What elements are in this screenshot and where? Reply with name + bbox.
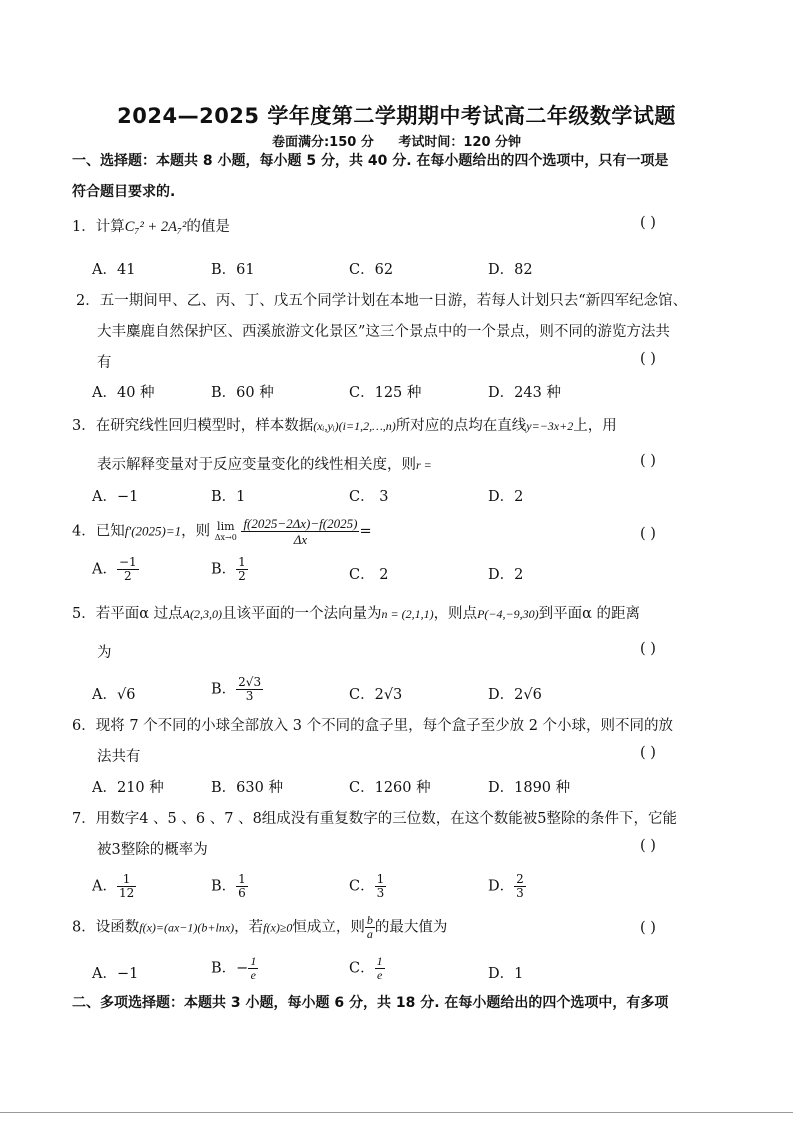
answer-paren: ( )	[640, 351, 656, 367]
q1-option-b: B．61	[211, 262, 255, 278]
q7-option-b: B． $\frac{1}{6}$	[211, 872, 246, 900]
question-5: 5．若平面α 过点A(2,3,0)且该平面的一个法向量为n = (2,1,1)，则点P(−4,−9,30)到平面α 的距离	[72, 606, 640, 622]
question-3-line2: 表示解释变量对于反应变量变化的线性相关度，则r =	[97, 457, 432, 473]
question-3: 3．在研究线性回归模型时，样本数据(xᵢ,yᵢ)(i=1,2,…,n)所对应的点均在直线y=−3x+2上，用	[72, 418, 617, 434]
answer-paren: ( )	[640, 745, 656, 761]
page-bottom-divider	[0, 1112, 793, 1113]
q1-option-d: D．82	[488, 262, 533, 278]
q7-option-d: D． $\frac{2}{3}$	[488, 872, 524, 900]
full-score: 卷面满分:150 分	[271, 135, 374, 150]
question-6-line2: 法共有	[97, 749, 141, 765]
q2-option-c: C．125 种	[349, 385, 422, 401]
q6-option-c: C．1260 种	[349, 780, 431, 796]
q3-option-c: C． 3	[349, 489, 389, 505]
q4-option-a: A． $\frac{-1}{2}$	[92, 555, 137, 583]
q3-option-d: D．2	[488, 489, 524, 505]
q4-option-d: D．2	[488, 567, 524, 583]
answer-paren: ( )	[640, 920, 656, 936]
q5-option-b: B． $\frac{2√3}{3}$	[211, 675, 262, 703]
question-8: 8．设函数f(x)=(ax−1)(b+lnx)，若f(x)≥0恒成立，则 $\frac{b}{a}$ 的最大值为	[72, 913, 448, 941]
question-7-line2: 被3整除的概率为	[97, 842, 208, 858]
q2-option-d: D．243 种	[488, 385, 561, 401]
question-2: 2．五一期间甲、乙、丙、丁、戊五个同学计划在本地一日游，若每人计划只去“新四军纪念馆、	[76, 293, 688, 309]
q3-option-b: B．1	[211, 489, 246, 505]
q6-option-a: A．210 种	[92, 780, 164, 796]
q8-option-b: B．− $\frac{1}{e}$	[211, 954, 257, 982]
exam-time: 考试时间：120 分钟	[398, 135, 522, 150]
q6-option-b: B．630 种	[211, 780, 283, 796]
q5-option-d: D．2√6	[488, 687, 542, 703]
question-6: 6．现将 7 个不同的小球全部放入 3 个不同的盒子里，每个盒子至少放 2 个小球，则不同的放	[72, 718, 674, 734]
q3-option-a: A．−1	[92, 489, 139, 505]
q2-option-a: A．40 种	[92, 385, 155, 401]
question-5-line2: 为	[97, 645, 112, 661]
q7-option-a: A． $\frac{1}{12}$	[92, 872, 135, 900]
answer-paren: ( )	[640, 526, 656, 542]
q8-option-d: D．1	[488, 966, 524, 982]
q8-option-c: C． $\frac{1}{e}$	[349, 954, 383, 982]
question-2-line2: 大丰麋鹿自然保护区、西溪旅游文化景区”这三个景点中的一个景点，则不同的游览方法共	[97, 324, 670, 340]
q8-option-a: A．−1	[92, 966, 139, 982]
q2-option-b: B．60 种	[211, 385, 274, 401]
q5-option-c: C．2√3	[349, 687, 403, 703]
q4-option-c: C． 2	[349, 567, 389, 583]
question-1: 1．计算C₇² + 2A₇²的值是	[72, 219, 230, 235]
q6-option-d: D．1890 种	[488, 780, 571, 796]
q1-option-a: A．41	[92, 262, 136, 278]
q7-option-c: C． $\frac{1}{3}$	[349, 872, 385, 900]
answer-paren: ( )	[640, 641, 656, 657]
q4-option-b: B． $\frac{1}{2}$	[211, 555, 246, 583]
answer-paren: ( )	[640, 453, 656, 469]
question-4: 4．已知f′(2025)=1，则 lim Δx→0 $\frac{f(2025-2\Delta x)-f(2025)}{\Delta x}$ =	[72, 516, 372, 547]
section-2-heading: 二、多项选择题：本题共 3 小题，每小题 6 分，共 18 分. 在每小题给出的四个选项中，有多项	[72, 995, 669, 1011]
section-1-heading: 一、选择题：本题共 8 小题，每小题 5 分，共 40 分. 在每小题给出的四个选项中，只有一项是 符合题目要求的.	[72, 153, 669, 200]
question-7: 7．用数字4 、5 、6 、7 、8组成没有重复数字的三位数，在这个数能被5整除的条件下，它能	[72, 811, 678, 827]
page-title: 2024—2025 学年度第二学期期中考试高二年级数学试题	[117, 104, 676, 128]
answer-paren: ( )	[640, 215, 656, 231]
answer-paren: ( )	[640, 838, 656, 854]
q5-option-a: A．√6	[92, 687, 136, 703]
question-2-line3: 有	[97, 355, 112, 371]
q1-option-c: C．62	[349, 262, 394, 278]
